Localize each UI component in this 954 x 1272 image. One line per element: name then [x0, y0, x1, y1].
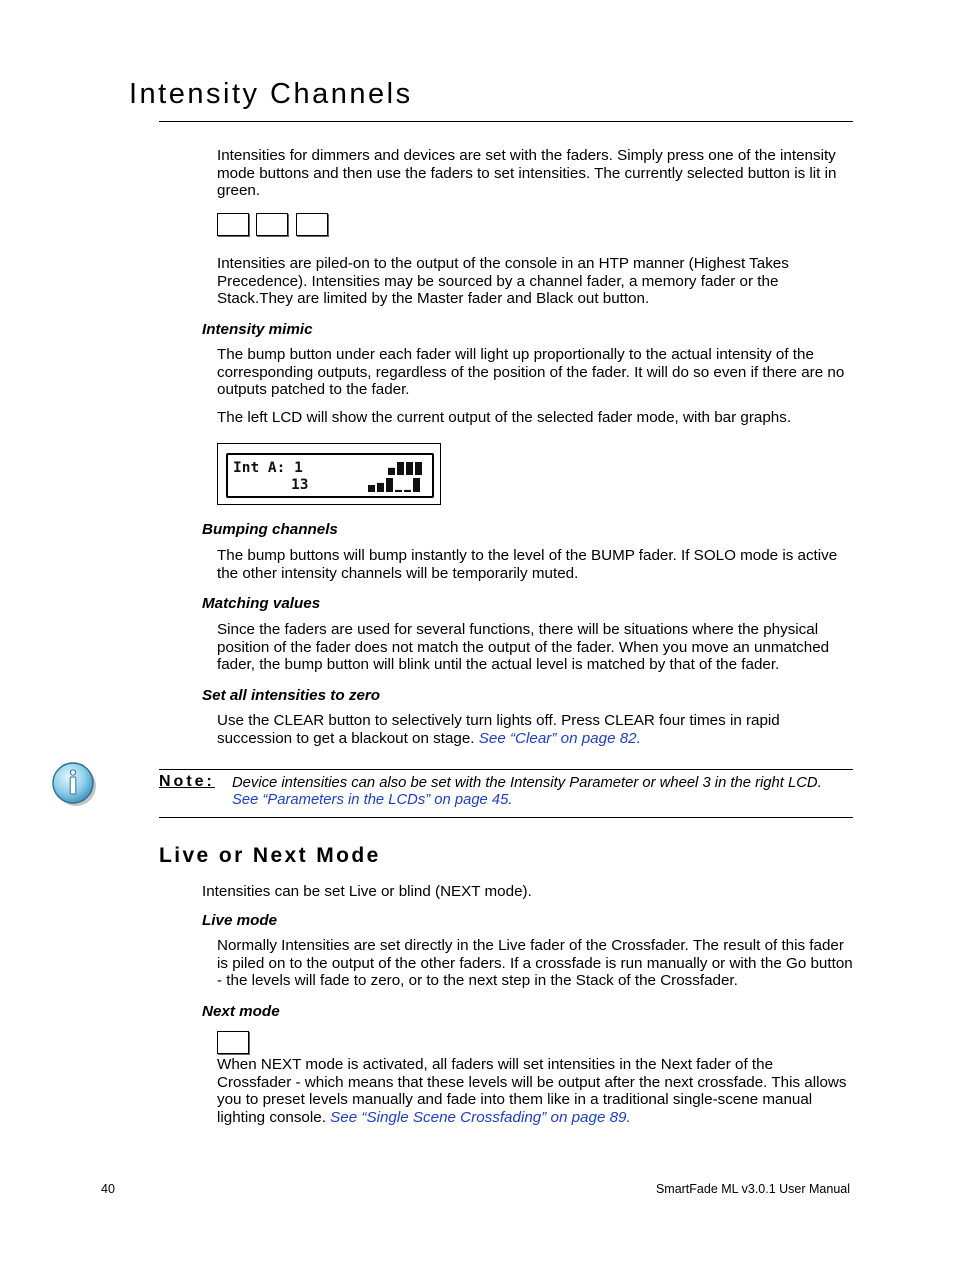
note-bottom-rule — [159, 817, 853, 818]
matching-values-paragraph: Since the faders are used for several functions, there will be situations where the physical position of the fader does not match the output of the fader. When you move an unmatched fader, the bump button will blink until the actual level is matched by that of the fader. — [217, 621, 830, 674]
lcd-line-2: 13 — [291, 477, 309, 493]
intensity-mode-button-3[interactable] — [296, 213, 328, 236]
lcd-bar-bottom-6 — [413, 478, 420, 492]
parameters-lcd-link[interactable]: See “Parameters in the LCDs” on page 45. — [232, 791, 513, 808]
lcd-bar-top-1 — [388, 468, 395, 475]
intensity-mode-button-1[interactable] — [217, 213, 249, 236]
live-next-heading: Live or Next Mode — [159, 844, 381, 867]
single-scene-link[interactable]: See “Single Scene Crossfading” on page 89. — [330, 1108, 631, 1126]
live-mode-heading: Live mode — [202, 912, 278, 929]
footer-manual-title: SmartFade ML v3.0.1 User Manual — [655, 1182, 850, 1196]
note-top-rule — [159, 769, 853, 770]
bumping-channels-heading: Bumping channels — [202, 521, 338, 538]
next-mode-paragraph — [217, 1056, 847, 1126]
lcd-bar-bottom-3 — [386, 478, 393, 492]
lcd-bar-bottom-1 — [368, 485, 375, 492]
next-mode-button[interactable] — [217, 1031, 249, 1054]
intensity-mimic-heading: Intensity mimic — [202, 321, 313, 338]
page-number: 40 — [101, 1182, 115, 1196]
live-next-intro: Intensities can be set Live or blind (NEXT mode). — [202, 883, 532, 900]
title-rule — [159, 121, 853, 122]
next-mode-text: When NEXT mode is activated, all faders will set intensities in the Next fader of the Crossfader - which means that these levels will be output after the next crossfade. This allows you to preset levels manually and fade into them like in a traditional single-scene manual lighting console. — [217, 1056, 847, 1126]
lcd-description: The left LCD will show the current output of the selected fader mode, with bar graphs. — [217, 409, 792, 426]
matching-values-heading: Matching values — [202, 595, 321, 612]
next-mode-heading: Next mode — [202, 1003, 280, 1020]
lcd-bar-top-3 — [406, 462, 413, 475]
clear-page-link[interactable]: See “Clear” on page 82. — [478, 729, 641, 747]
lcd-line-1: Int A: 1 — [233, 460, 303, 476]
set-zero-heading: Set all intensities to zero — [202, 687, 381, 704]
lcd-bar-bottom-5 — [404, 490, 411, 492]
set-zero-paragraph — [217, 712, 837, 747]
lcd-bar-top-4 — [415, 462, 422, 475]
intensity-mimic-paragraph: The bump button under each fader will light up proportionally to the actual intensity of the corresponding outputs, regardless of the position of the fader. It will do so even if there are no outputs patched to the fader. — [217, 346, 845, 399]
htp-paragraph: Intensities are piled-on to the output of the console in an HTP manner (Highest Takes Precedence). Intensities may be sourced by a channel fader, a memory fader or the Stack.They are limited by the Master fader and Black out button. — [217, 255, 789, 308]
note-text — [232, 775, 857, 808]
lcd-bars-top — [388, 462, 422, 475]
lcd-bar-graph — [228, 455, 432, 496]
lcd-bar-bottom-4 — [395, 490, 402, 492]
lcd-bars-bottom — [368, 478, 420, 492]
note-label: Note: — [159, 773, 215, 790]
intensity-mode-button-2[interactable] — [256, 213, 288, 236]
lcd-screen — [226, 453, 434, 498]
intro-paragraph: Intensities for dimmers and devices are set with the faders. Simply press one of the intensity mode buttons and then use the faders to set intensities. The currently selected button is lit in green. — [217, 147, 837, 200]
page-title: Intensity Channels — [129, 78, 413, 110]
set-zero-text: Use the CLEAR button to selectively turn lights off. Press CLEAR four times in rapid succession to get a blackout on stage. — [217, 712, 780, 747]
live-mode-paragraph: Normally Intensities are set directly in the Live fader of the Crossfader. The result of this fader is piled on to the output of the other faders. If a crossfade is run manually or with the Go button - the levels will fade to zero, or to the next step in the Stack of the Crossfader. — [217, 937, 853, 990]
note-body: Device intensities can also be set with the Intensity Parameter or wheel 3 in the right LCD. — [232, 775, 822, 791]
lcd-display — [217, 443, 441, 505]
note-info-icon — [50, 760, 98, 808]
bumping-channels-paragraph: The bump buttons will bump instantly to the level of the BUMP fader. If SOLO mode is active the other intensity channels will be temporarily muted. — [217, 547, 838, 582]
lcd-bar-bottom-2 — [377, 483, 384, 492]
lcd-bar-top-2 — [397, 462, 404, 475]
